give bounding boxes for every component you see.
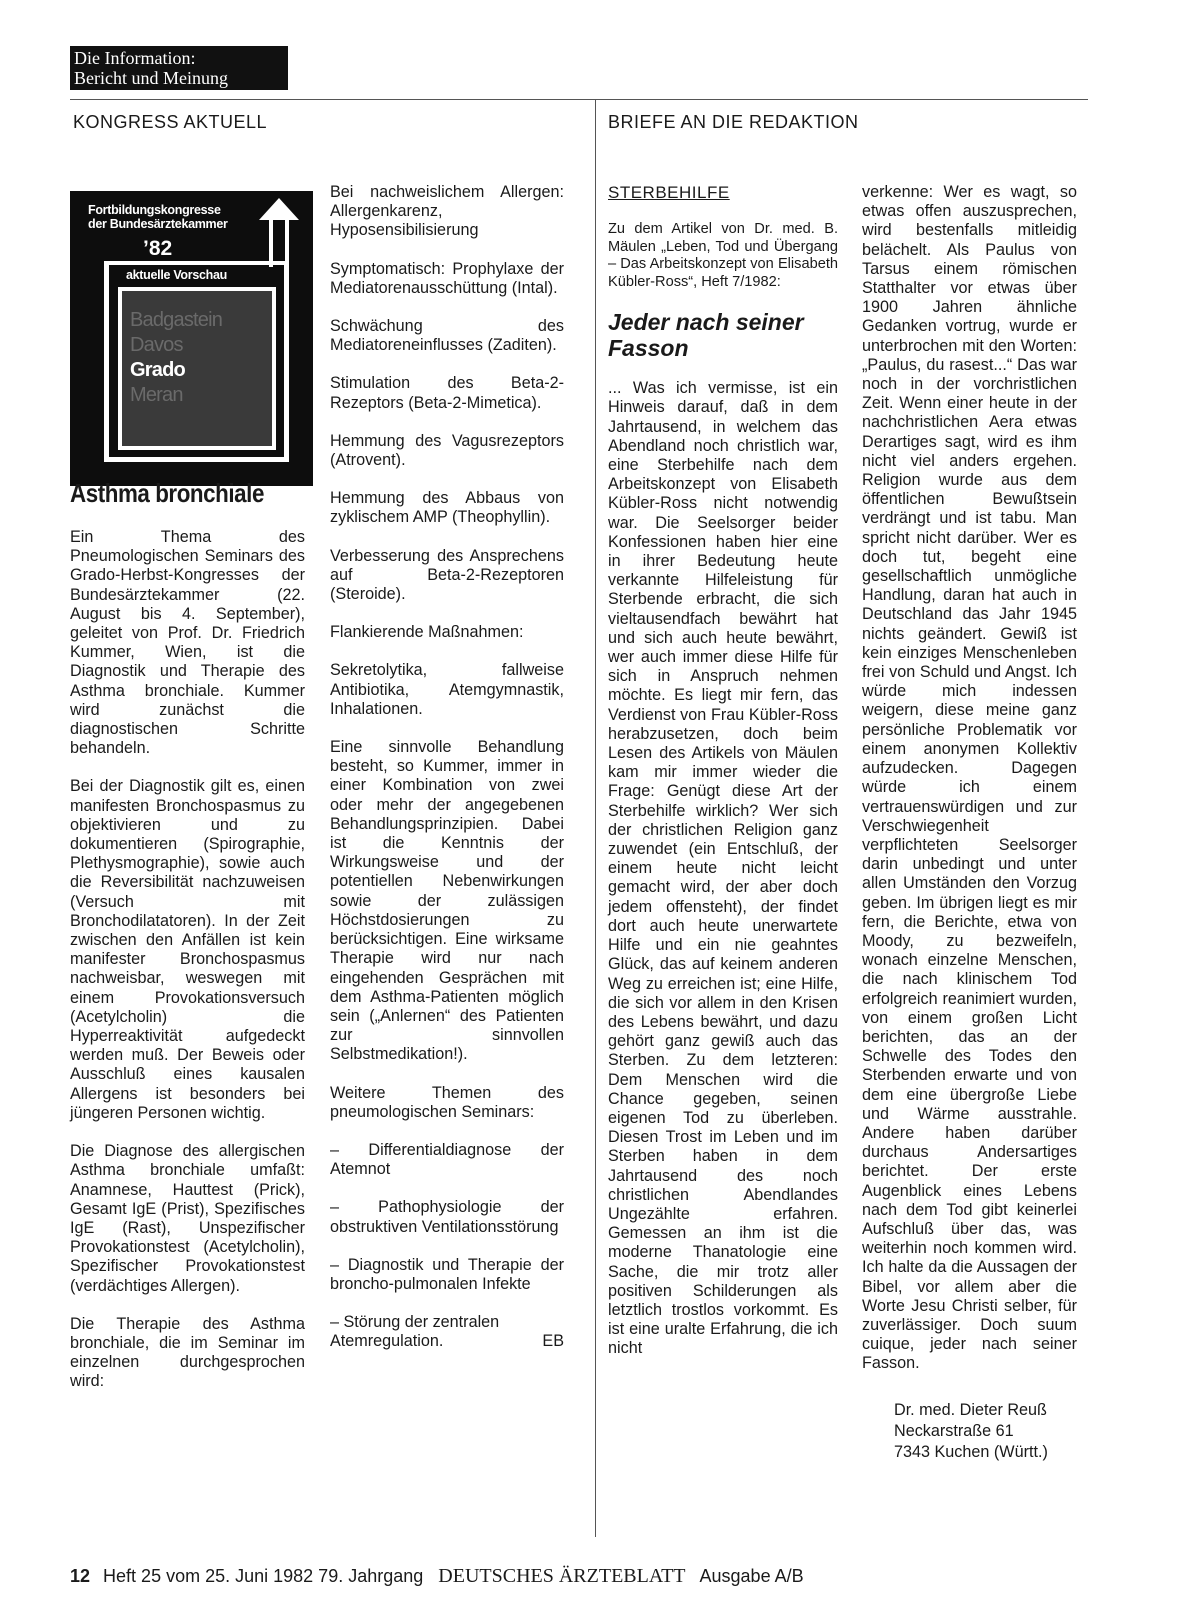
paragraph: Sekretolytika, fallweise Antibiotika, Atemgymnastik, Inhalationen. [330, 661, 564, 718]
letter-signature [862, 1400, 1077, 1463]
place-item: Davos [130, 334, 183, 356]
paragraph: Flankierende Maßnahmen: [330, 623, 524, 642]
place-item: Meran [130, 384, 183, 406]
letter-department: STERBEHILFE [608, 183, 730, 202]
place-item: Badgastein [130, 309, 223, 331]
paragraph: Die Diagnose des allergischen Asthma bronchiale umfaßt: Anamnese, Hauttest (Prick), Gesamt IgE (Prist), Spezifisches IgE (Rast), Unspezifischer Provokationstest (Acetylcholin), Spezifischer Provokationstest (verdächtiges Allergen). [70, 1142, 305, 1295]
signature-city: 7343 Kuchen (Württ.) [894, 1442, 1048, 1461]
congress-year: ’82 [143, 237, 173, 260]
paragraph: Bei nachweislichem Allergen: Allergenkarenz, Hyposensibilisierung [330, 183, 564, 240]
paragraph: Schwächung des Mediatoreneinflusses (Zaditen). [330, 317, 564, 355]
letter-body-continued: verkenne: Wer es wagt, so etwas offen auszusprechen, wird bestenfalls mitleidig belächelt. Als Paulus von Tarsus einem römischen Statthalter vor etwas über 1900 Jahren ähnliche Gedanken vortrug, wurde er unterbrochen mit den Worten: „Paulus, du rasest...“ Das war noch in der vorchristlichen Zeit. Wenn einer heute in der nachchristlichen Aera etwas Derartiges sagt, wird es ihm nicht viel anders ergehen. Religion wurde aus dem öffentlichen Bewußtsein verdrängt und ist tabu. Man spricht nicht darüber. Wer es doch tut, begeht eine gesellschaftlich unmögliche Handlung, daran hat auch in Deutschland das Jahr 1945 nichts geändert. Gewiß ist kein einziges Menschenleben frei von Schuld und Angst. Ich würde mich indessen weigern, diese meine ganz persönliche Problematik vor einem anonymen Kollektiv aufzudecken. Dagegen würde ich einem vertrauenswürdigen und zur Verschwiegenheit verpflichteten Seelsorger darin unbedingt und unter allen Umständen den Vorzug geben. Im übrigen liegt es mir fern, die Berichte, etwa von Moody, zu bezweifeln, wonach einzelne Menschen, die nach klinischem Tod erfolgreich reanimiert wurden, von einem großen Licht berichten, das an der Schwelle des Todes den Sterbenden erwarte und von dem eine übergroße Liebe und Wärme ausstrahle. Andere haben darüber durchaus Andersartiges berichtet. Der erste Augenblick eines Lebens nach dem Tod gibt keinerlei Aufschluß über das, was weiterhin noch kommen wird. Ich halte da die Aussagen der Bibel, vor allem aber die Worte Jesu Christi selber, für zuverlässiger. Doch suum cuique, jeder nach seiner Fasson. [862, 183, 1077, 1373]
masthead: DEUTSCHES ÄRZTEBLATT [438, 1565, 686, 1587]
right-kicker: BRIEFE AN DIE REDAKTION [608, 112, 859, 132]
list-item: – Störung der zentralen [330, 1313, 500, 1332]
page-number: 12 [70, 1566, 91, 1586]
letter-column-1 [608, 183, 838, 1359]
left-kicker: KONGRESS AKTUELL [73, 112, 268, 132]
list-item: – Pathophysiologie der obstruktiven Ventilationsstörung [330, 1198, 564, 1236]
paragraph: Verbesserung des Ansprechens auf Beta-2-Rezeptoren (Steroide). [330, 546, 564, 604]
article-title: Asthma bronchiale [70, 478, 264, 508]
closing-text: Atemregulation. [330, 1332, 444, 1351]
list-item: – Diagnostik und Therapie der broncho-pulmonalen Infekte [330, 1255, 564, 1293]
closing-line [330, 1332, 564, 1351]
arrow-stem [269, 219, 289, 267]
paragraph: Symptomatisch: Prophylaxe der Mediatorenausschüttung (Intal). [330, 259, 564, 297]
section-label: Die Information: Bericht und Meinung [70, 46, 288, 90]
congress-places [130, 308, 222, 408]
article-column-2 [330, 183, 564, 1352]
edition: Ausgabe A/B [699, 1566, 804, 1586]
paragraph: Eine sinnvolle Behandlung besteht, so Kummer, immer in einer Kombination von zwei oder mehr der angegebenen Behandlungsprinzipien. Dabei ist die Kenntnis der Wirkungsweise und der potentiellen Nebenwirkungen sowie der zulässigen Höchstdosierungen zu berücksichtigen. Eine wirksame Therapie wird nur nach eingehenden Gesprächen mit dem Asthma-Patienten möglich sein („Anlernen“ des Patienten zur sinnvollen Selbstmedikation!). [330, 738, 564, 1064]
letter-body: ... Was ich vermisse, ist ein Hinweis darauf, daß in dem Jahrtausend, in welchem das Abendland noch christlich war, eine Sterbehilfe nach dem Arbeitskonzept von Elisabeth Kübler-Ross nicht notwendig war. Die Seelsorger beider Konfessionen haben hier eine in ihrer Bedeutung heute verkannte Hilfeleistung für Sterbende erbracht, die sich vieltausendfach bewährt hat und sich auch heute bewährt, wer auch immer diese Hilfe für sich in Anspruch nehmen möchte. Es liegt mir fern, das Verdienst von Frau Kübler-Ross herabzusetzen, doch beim Lesen des Artikels von Mäulen kam mir immer wieder die Frage: Genügt diese Art der Sterbehilfe wirklich? Wer sich der christlichen Religion ganz zuwendet (ein Entschluß, der einem heute nicht leicht gemacht wird, der aber doch jedem offensteht), der findet dort auch heute unerwartete Hilfe und ein nie geahntes Glück, das auf keinem anderen Weg zu erreichen ist; eine Hilfe, die sich vor allem in den Krisen des Lebens bewährt, und dazu gehört ganz gewiß auch das Sterben. Zu dem letzteren: Dem Menschen wird die Chance gegeben, seinen eigenen Tod zu überleben. Diesen Trost im Leben und im Sterben haben in dem Jahrtausend des noch christlichen Abendlandes Ungezählte erfahren. Gemessen an ihm ist die moderne Thanatologie eine Sache, die mir trotz aller positiven Schilderungen als letztlich trostlos vorkommt. Es ist eine uralte Erfahrung, die ich nicht [608, 379, 838, 1358]
issue-info: Heft 25 vom 25. Juni 1982 79. Jahrgang [103, 1566, 424, 1586]
letter-title: Jeder nach seiner Fasson [608, 309, 804, 362]
author-initials: EB [542, 1332, 564, 1351]
congress-heading: Fortbildungskongresse der Bundesärztekammer [88, 203, 228, 231]
paragraph: Weitere Themen des pneumologischen Seminars: [330, 1083, 564, 1121]
paragraph: Bei der Diagnostik gilt es, einen manifesten Bronchospasmus zu objektivieren und zu dokumentieren (Spirographie, Plethysmographie), sowie auch die Reversibilität nachzuweisen (Versuch mit Bronchodilatatoren). In der Zeit zwischen den Anfällen ist kein manifester Bronchospasmus nachweisbar, weswegen mit einem Provokationsversuch (Acetylcholin) die Hyperreaktivität aufgedeckt werden muß. Der Beweis oder Ausschluß eines kausalen Allergens ist besonders bei jüngeren Personen wichtig. [70, 777, 305, 1122]
signature-name: Dr. med. Dieter Reuß [894, 1400, 1047, 1419]
arrow-up-icon [259, 198, 299, 220]
paragraph: Hemmung des Abbaus von zyklischem AMP (Theophyllin). [330, 489, 564, 527]
signature-street: Neckarstraße 61 [894, 1421, 1014, 1440]
column-divider [595, 99, 596, 1537]
congress-image [70, 191, 313, 486]
letter-column-2 [862, 183, 1077, 1463]
congress-preview: aktuelle Vorschau [126, 268, 227, 282]
place-item-highlighted: Grado [130, 359, 185, 381]
letter-intro: Zu dem Artikel von Dr. med. B. Mäulen „Leben, Tod und Übergang – Das Arbeitskonzept von Elisabeth Kübler-Ross“, Heft 7/1982: [608, 221, 838, 290]
top-rule [70, 99, 1088, 100]
paragraph: Hemmung des Vagusrezeptors (Atrovent). [330, 431, 564, 470]
list-item: – Differentialdiagnose der Atemnot [330, 1140, 564, 1179]
paragraph: Stimulation des Beta-2-Rezeptors (Beta-2-Mimetica). [330, 374, 564, 412]
paragraph: Die Therapie des Asthma bronchiale, die im Seminar im einzelnen durchgesprochen wird: [70, 1314, 305, 1391]
article-column-1 [70, 528, 305, 1392]
paragraph: Ein Thema des Pneumologischen Seminars des Grado-Herbst-Kongresses der Bundesärztekammer (22. August bis 4. September), geleitet von Prof. Dr. Friedrich Kummer, Wien, ist die Diagnostik und Therapie des Asthma bronchiale. Kummer wird zunächst die diagnostischen Schritte behandeln. [70, 528, 305, 758]
page-footer [70, 1565, 804, 1588]
